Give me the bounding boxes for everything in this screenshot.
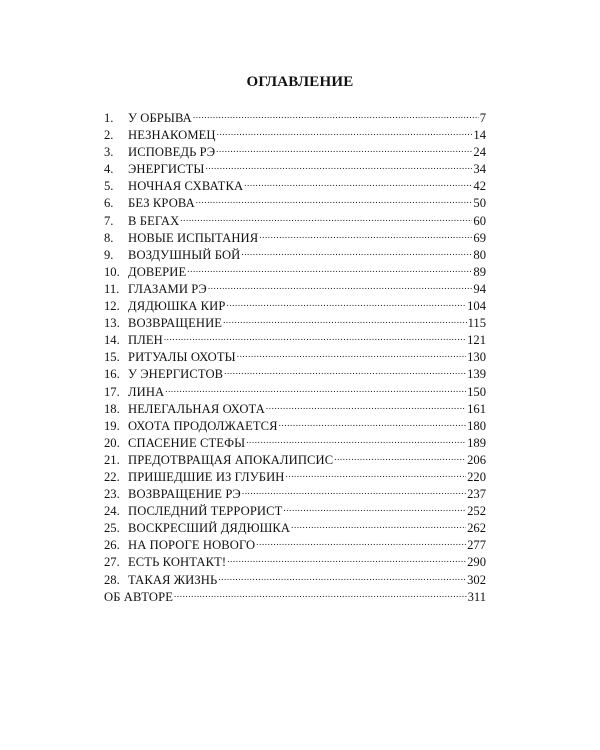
toc-dot-leader (226, 298, 466, 310)
toc-entry (104, 264, 486, 281)
toc-dot-leader (165, 384, 466, 396)
toc-entry-title: ВОЗДУШНЫЙ БОЙ (128, 247, 241, 262)
toc-entry (104, 435, 486, 452)
toc-entry (104, 144, 486, 161)
toc-entry-title: ТАКАЯ ЖИЗНЬ (128, 572, 218, 587)
toc-entry (104, 537, 486, 554)
toc-entry (104, 195, 486, 212)
toc-entry-page-number: 94 (473, 281, 486, 296)
toc-entry-number: 12. (104, 299, 120, 314)
toc-dot-leader (180, 213, 472, 225)
toc-entry-number: 20. (104, 435, 120, 450)
toc-dot-leader (217, 127, 473, 139)
toc-entry-page-number: 252 (467, 504, 486, 519)
toc-entry-number: 22. (104, 469, 120, 484)
toc-dot-leader (244, 178, 472, 190)
toc-entry-number: 11. (104, 281, 120, 296)
toc-entry-number: 15. (104, 350, 120, 365)
toc-entry-page-number: 262 (467, 521, 486, 536)
toc-entry (104, 178, 486, 195)
toc-dot-leader (174, 589, 467, 601)
toc-entry-number: 13. (104, 316, 120, 331)
toc-entry (104, 469, 486, 486)
toc-entry-page-number: 121 (467, 333, 486, 348)
toc-entry-title: ПОСЛЕДНИЙ ТЕРРОРИСТ (128, 504, 283, 519)
toc-dot-leader (237, 349, 466, 361)
toc-entry-number: 23. (104, 487, 120, 502)
toc-entry-title: НОВЫЕ ИСПЫТАНИЯ (128, 230, 259, 245)
toc-entry-title: РИТУАЛЫ ОХОТЫ (128, 350, 236, 365)
toc-entry-number: 5. (104, 179, 114, 194)
toc-dot-leader (224, 366, 466, 378)
toc-entry (104, 384, 486, 401)
toc-entry-title: ЕСТЬ КОНТАКТ! (128, 555, 227, 570)
toc-entry-page-number: 24 (473, 145, 486, 160)
toc-entry-number: 14. (104, 333, 120, 348)
toc-entry-title: СПАСЕНИЕ СТЕФЫ (128, 435, 246, 450)
toc-entry-number: 3. (104, 145, 114, 160)
toc-entry-number: 25. (104, 521, 120, 536)
toc-entry-page-number: 80 (473, 247, 486, 262)
toc-dot-leader (196, 195, 473, 207)
toc-dot-leader (259, 230, 472, 242)
toc-dot-leader (223, 315, 466, 327)
toc-entry (104, 127, 486, 144)
toc-dot-leader (227, 554, 466, 566)
toc-entry (104, 418, 486, 435)
toc-dot-leader (256, 537, 466, 549)
toc-entry-title: НЕЛЕГАЛЬНАЯ ОХОТА (128, 401, 265, 416)
toc-entry-page-number: 220 (467, 469, 486, 484)
toc-dot-leader (164, 332, 466, 344)
toc-entry (104, 486, 486, 503)
toc-entry-page-number: 104 (467, 299, 486, 314)
toc-entry-page-number: 14 (473, 128, 486, 143)
toc-entry (104, 281, 486, 298)
toc-entry-title: ДЯДЮШКА КИР (128, 299, 226, 314)
toc-entry-title: ВОЗВРАЩЕНИЕ РЭ (128, 487, 241, 502)
toc-entry-page-number: 161 (467, 401, 486, 416)
toc-entry-page-number: 277 (467, 538, 486, 553)
toc-entry-page-number: 311 (467, 589, 486, 604)
toc-entry (104, 520, 486, 537)
toc-entry-title: У ОБРЫВА (128, 111, 192, 125)
toc-entry (104, 110, 486, 127)
table-of-contents (104, 110, 486, 606)
toc-entry-page-number: 89 (473, 264, 486, 279)
toc-entry-title: ДОВЕРИЕ (128, 264, 187, 279)
toc-entry (104, 366, 486, 383)
toc-entry-title: ВОЗВРАЩЕНИЕ (128, 316, 223, 331)
toc-entry (104, 349, 486, 366)
toc-entry-title: ГЛАЗАМИ РЭ (128, 281, 207, 296)
toc-entry-number: 2. (104, 128, 114, 143)
toc-entry-number: 16. (104, 367, 120, 382)
toc-entry-page-number: 115 (467, 316, 486, 331)
toc-entry (104, 213, 486, 230)
toc-entry-page-number: 189 (467, 435, 486, 450)
toc-dot-leader (218, 572, 466, 584)
toc-entry-page-number: 60 (473, 213, 486, 228)
toc-dot-leader (283, 503, 466, 515)
toc-entry-page-number: 290 (467, 555, 486, 570)
toc-entry (104, 247, 486, 264)
toc-entry (104, 452, 486, 469)
toc-entry-title: ВОСКРЕСШИЙ ДЯДЮШКА (128, 521, 291, 536)
toc-entry-title: В БЕГАХ (128, 213, 180, 228)
toc-entry-title: ОХОТА ПРОДОЛЖАЕТСЯ (128, 418, 278, 433)
toc-dot-leader (286, 469, 467, 481)
toc-dot-leader (279, 418, 466, 430)
toc-entry-number: 9. (104, 247, 114, 262)
toc-entry-number: 26. (104, 538, 120, 553)
toc-dot-leader (208, 281, 473, 293)
toc-dot-leader (291, 520, 466, 532)
toc-entry (104, 161, 486, 178)
toc-entry-number: 24. (104, 504, 120, 519)
toc-entry-number: 4. (104, 162, 114, 177)
toc-entry-page-number: 237 (467, 487, 486, 502)
toc-entry-page-number: 180 (467, 418, 486, 433)
toc-entry-number: 8. (104, 230, 114, 245)
toc-entry-page-number: 130 (467, 350, 486, 365)
toc-dot-leader (242, 486, 466, 498)
toc-entry-title: БЕЗ КРОВА (128, 196, 195, 211)
toc-entry-title: НЕЗНАКОМЕЦ (128, 128, 216, 143)
toc-entry-number: 1. (104, 111, 114, 125)
toc-entry-number: 7. (104, 213, 114, 228)
toc-entry-page-number: 302 (467, 572, 486, 587)
toc-entry-title: НОЧНАЯ СХВАТКА (128, 179, 244, 194)
page-title: ОГЛАВЛЕНИЕ (246, 74, 354, 90)
toc-entry-page-number: 69 (473, 230, 486, 245)
toc-entry (104, 315, 486, 332)
toc-entry-number: 10. (104, 264, 120, 279)
toc-entry (104, 298, 486, 315)
toc-entry-title: ЭНЕРГИСТЫ (128, 162, 205, 177)
toc-entry (104, 572, 486, 589)
toc-dot-leader (193, 110, 479, 122)
toc-entry (104, 332, 486, 349)
toc-entry-title: ЛИНА (128, 384, 165, 399)
toc-entry-number: 27. (104, 555, 120, 570)
toc-entry (104, 401, 486, 418)
toc-entry-title: ОБ АВТОРЕ (104, 589, 174, 604)
toc-dot-leader (216, 144, 472, 156)
toc-entry-number: 21. (104, 452, 120, 467)
toc-entry-page-number: 150 (467, 384, 486, 399)
toc-entry-number: 28. (104, 572, 120, 587)
toc-entry-page-number: 50 (473, 196, 486, 211)
toc-entry-number: 19. (104, 418, 120, 433)
toc-entry-page-number: 42 (473, 179, 486, 194)
toc-entry-title: НА ПОРОГЕ НОВОГО (128, 538, 256, 553)
toc-entry (104, 589, 486, 606)
toc-dot-leader (266, 401, 466, 413)
toc-dot-leader (205, 161, 472, 173)
toc-dot-leader (241, 247, 472, 259)
toc-entry-page-number: 206 (467, 452, 486, 467)
toc-entry-page-number: 34 (473, 162, 486, 177)
toc-entry (104, 503, 486, 520)
toc-entry (104, 554, 486, 571)
toc-entry-number: 6. (104, 196, 114, 211)
toc-entry-title: ПРИШЕДШИЕ ИЗ ГЛУБИН (128, 469, 285, 484)
toc-entry (104, 230, 486, 247)
toc-dot-leader (246, 435, 466, 447)
toc-entry-number: 18. (104, 401, 120, 416)
toc-entry-title: ПЛЕН (128, 333, 163, 348)
toc-entry-title: ПРЕДОТВРАЩАЯ АПОКАЛИПСИС (128, 452, 334, 467)
toc-entry-number: 17. (104, 384, 120, 399)
toc-entry-page-number: 139 (467, 367, 486, 382)
toc-entry-page-number: 7 (479, 111, 486, 125)
toc-entry-title: У ЭНЕРГИСТОВ (128, 367, 224, 382)
toc-entry-title: ИСПОВЕДЬ РЭ (128, 145, 216, 160)
toc-dot-leader (334, 452, 466, 464)
toc-dot-leader (187, 264, 472, 276)
